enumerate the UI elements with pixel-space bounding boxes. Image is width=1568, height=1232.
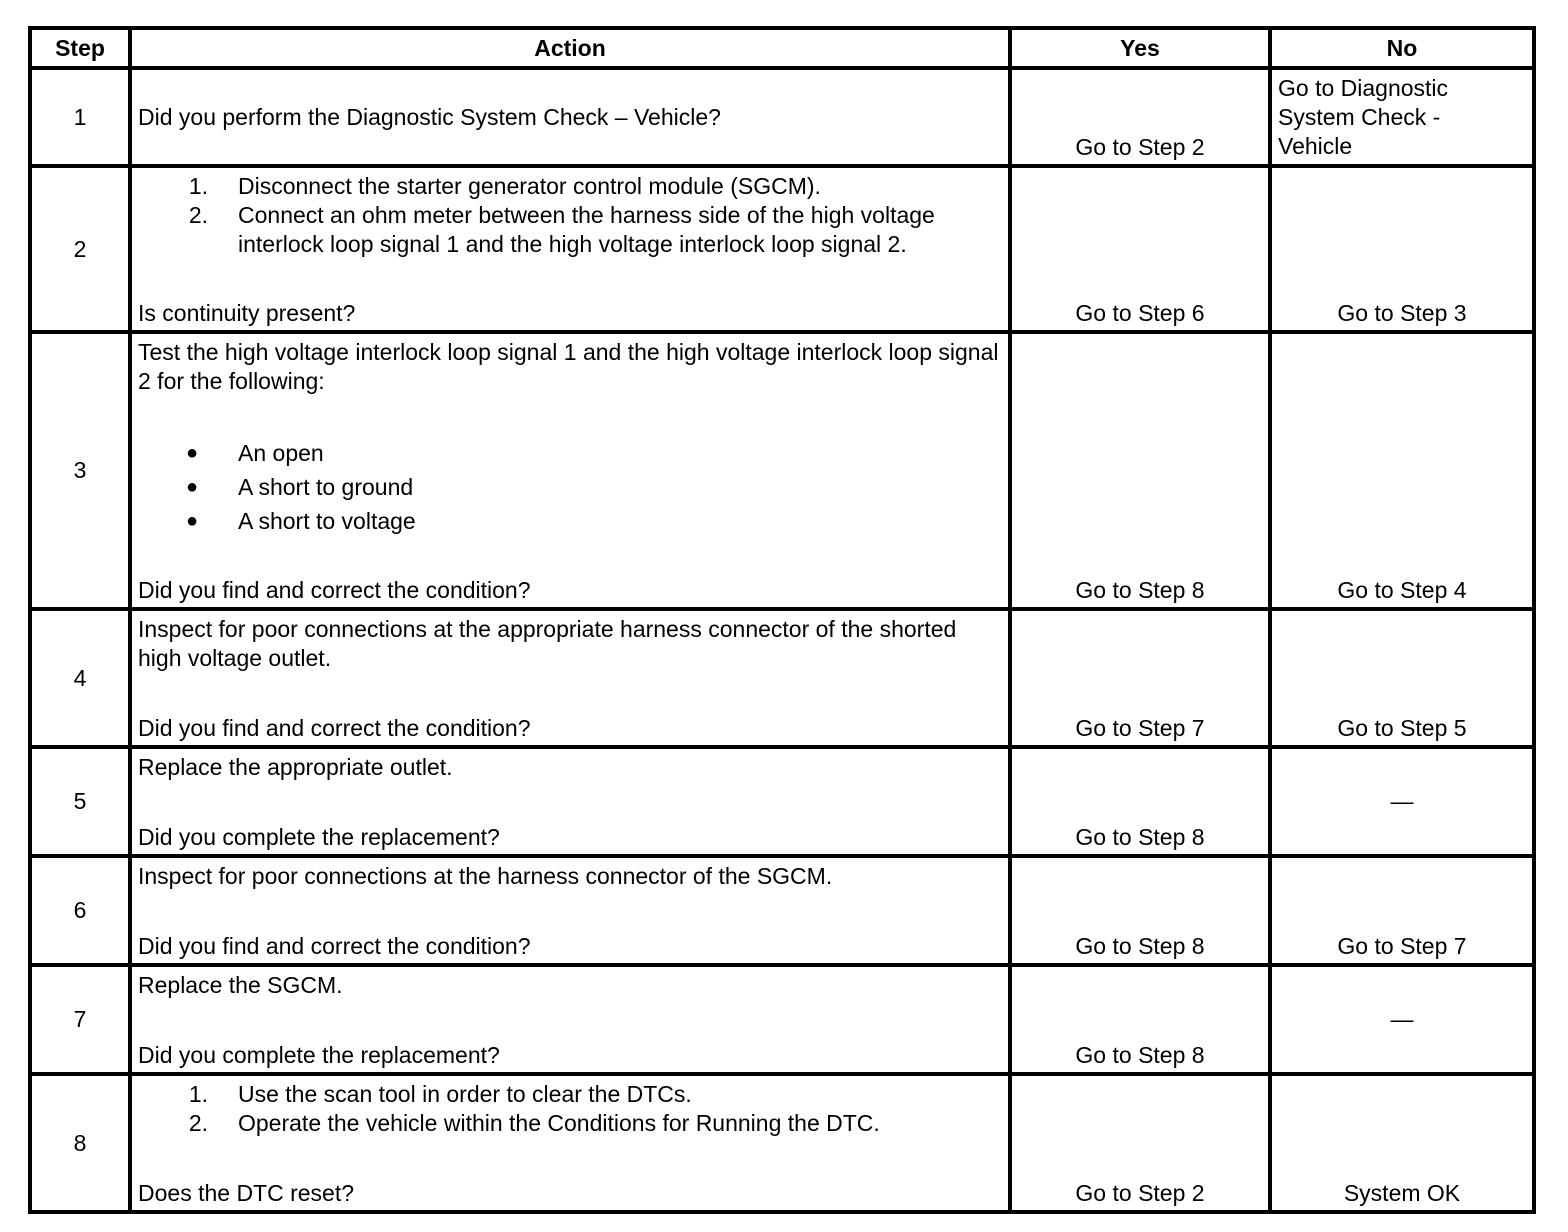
step-number: 1: [30, 68, 130, 166]
yes-cell: [1010, 166, 1270, 332]
no-cell: [1270, 1074, 1534, 1212]
bullet-item: [138, 470, 1002, 504]
no-cell: [1270, 609, 1534, 747]
yes-cell: [1010, 68, 1270, 166]
step-number: 8: [30, 1074, 130, 1212]
no-result: System OK: [1343, 1180, 1461, 1206]
action-cell: [130, 332, 1010, 609]
action-cell: [130, 166, 1010, 332]
no-cell: [1270, 856, 1534, 965]
table-row: [30, 166, 1534, 332]
action-intro: Test the high voltage interlock loop signal 1 and the high voltage interlock loop signal 2 for the following:: [138, 339, 999, 394]
yes-cell: [1010, 965, 1270, 1074]
no-result: —: [1270, 747, 1534, 856]
yes-cell: [1010, 609, 1270, 747]
table-row: [30, 856, 1534, 965]
yes-result: Go to Step 2: [1075, 134, 1205, 160]
action-cell: [130, 68, 1010, 166]
step-text: Connect an ohm meter between the harness side of the high voltage interlock loop signal 1 and the high voltage interlock loop signal 2.: [238, 202, 935, 257]
action-cell: [130, 747, 1010, 856]
table-row: [30, 965, 1534, 1074]
numbered-step: [138, 1109, 1002, 1138]
bullet-text: An open: [238, 439, 324, 466]
step-index: 1.: [188, 1081, 208, 1107]
no-cell: [1270, 332, 1534, 609]
step-text: Operate the vehicle within the Conditions for Running the DTC.: [238, 1110, 880, 1136]
bullet-icon: ●: [186, 475, 199, 498]
yes-result: Go to Step 6: [1075, 300, 1205, 326]
table-row: [30, 332, 1534, 609]
step-number: 2: [30, 166, 130, 332]
step-index: 2.: [188, 1110, 208, 1136]
action-cell: [130, 609, 1010, 747]
bullet-icon: ●: [186, 441, 199, 464]
diagnostic-table: [28, 26, 1536, 1214]
yes-result: Go to Step 8: [1075, 824, 1205, 850]
yes-result: Go to Step 8: [1075, 1042, 1205, 1068]
yes-result: Go to Step 8: [1075, 577, 1205, 603]
no-result-line: Go to Diagnostic: [1278, 75, 1449, 101]
bullet-text: A short to ground: [238, 473, 414, 500]
action-cell: [130, 1074, 1010, 1212]
no-result: Go to Step 5: [1337, 715, 1467, 741]
action-cell: [130, 965, 1010, 1074]
numbered-steps: [138, 172, 1002, 259]
action-intro: Replace the SGCM.: [138, 972, 343, 998]
header-step: Step: [30, 28, 130, 68]
numbered-step: [138, 1080, 1002, 1109]
numbered-steps: [138, 1080, 1002, 1138]
table-row: [30, 1074, 1534, 1212]
header-yes: Yes: [1010, 28, 1270, 68]
step-index: 2.: [188, 202, 208, 228]
action-question: Did you complete the replacement?: [138, 824, 500, 850]
action-question: Did you find and correct the condition?: [138, 933, 531, 959]
table-row: [30, 747, 1534, 856]
header-action: Action: [130, 28, 1010, 68]
step-text: Disconnect the starter generator control module (SGCM).: [238, 173, 821, 199]
action-cell: [130, 856, 1010, 965]
action-intro: Inspect for poor connections at the harness connector of the SGCM.: [138, 863, 833, 889]
no-cell: [1270, 68, 1534, 166]
no-result-line: Vehicle: [1278, 133, 1353, 159]
no-result: Go to Step 7: [1337, 933, 1467, 959]
yes-cell: [1010, 332, 1270, 609]
yes-result: Go to Step 8: [1075, 933, 1205, 959]
action-intro: Replace the appropriate outlet.: [138, 754, 453, 780]
yes-cell: [1010, 747, 1270, 856]
yes-result: Go to Step 7: [1075, 715, 1205, 741]
bullet-list: [138, 436, 1002, 538]
step-number: 3: [30, 332, 130, 609]
action-question: Did you complete the replacement?: [138, 1042, 500, 1068]
no-result: Go to Step 3: [1337, 300, 1467, 326]
action-question: Is continuity present?: [138, 300, 356, 326]
step-number: 7: [30, 965, 130, 1074]
bullet-item: [138, 436, 1002, 470]
step-number: 6: [30, 856, 130, 965]
action-question: Did you find and correct the condition?: [138, 715, 531, 741]
action-question: Does the DTC reset?: [138, 1180, 355, 1206]
action-question: Did you find and correct the condition?: [138, 577, 531, 603]
numbered-step: [138, 172, 1002, 201]
yes-cell: [1010, 856, 1270, 965]
header-no: No: [1270, 28, 1534, 68]
step-index: 1.: [188, 173, 208, 199]
bullet-icon: ●: [186, 509, 199, 532]
yes-result: Go to Step 2: [1075, 1180, 1205, 1206]
no-result: Go to Step 4: [1337, 577, 1467, 603]
no-result-line: System Check -: [1278, 104, 1441, 130]
step-number: 5: [30, 747, 130, 856]
bullet-item: [138, 504, 1002, 538]
no-result: —: [1270, 965, 1534, 1074]
table-row: [30, 68, 1534, 166]
step-number: 4: [30, 609, 130, 747]
no-cell: [1270, 166, 1534, 332]
action-question: Did you perform the Diagnostic System Check – Vehicle?: [138, 103, 721, 130]
table-row: [30, 609, 1534, 747]
bullet-text: A short to voltage: [238, 507, 416, 534]
numbered-step: [138, 201, 1002, 259]
header-row: [30, 28, 1534, 68]
step-text: Use the scan tool in order to clear the DTCs.: [238, 1081, 692, 1107]
action-intro: Inspect for poor connections at the appropriate harness connector of the shorted high voltage outlet.: [138, 616, 957, 671]
yes-cell: [1010, 1074, 1270, 1212]
